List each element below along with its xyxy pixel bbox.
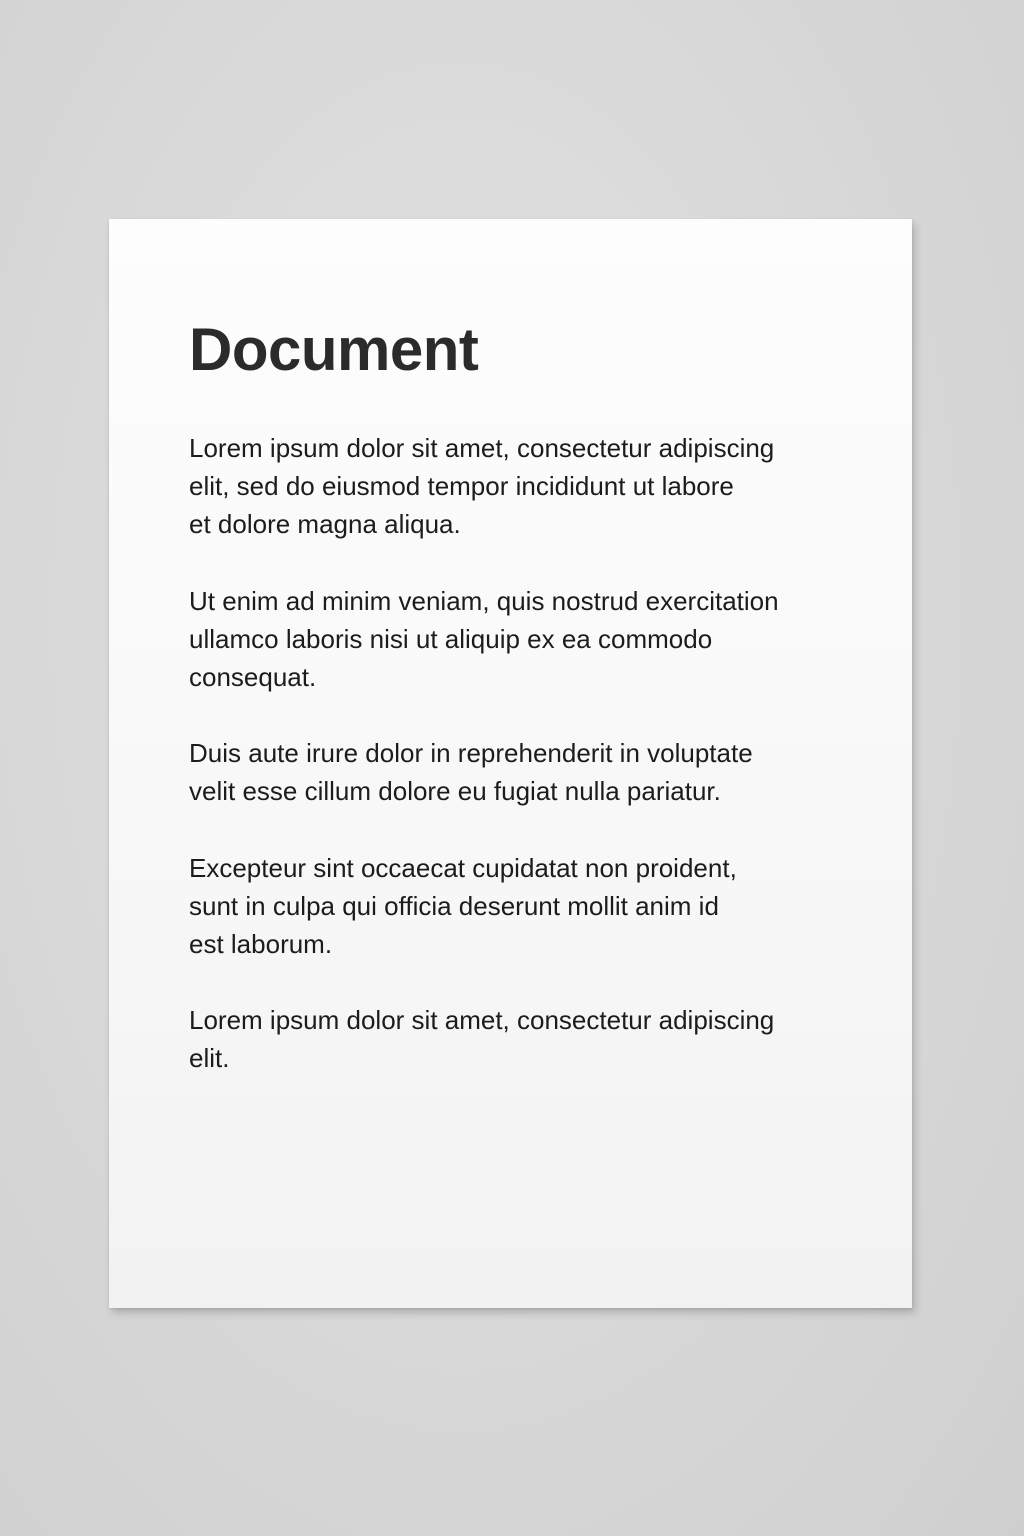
- text-line: ullamco laboris nisi ut aliquip ex ea commodo: [189, 623, 713, 654]
- text-line: Ut enim ad minim veniam, quis nostrud exercitation: [189, 585, 779, 616]
- text-line: et dolore magna aliqua.: [189, 509, 461, 540]
- document-title: Document: [189, 316, 479, 383]
- text-line: velit esse cillum dolore eu fugiat nulla pariatur.: [189, 776, 721, 807]
- paragraph-4: [189, 849, 839, 964]
- text-line: Excepteur sint occaecat cupidatat non proident,: [189, 852, 737, 883]
- text-line: elit.: [189, 1043, 230, 1074]
- paragraph-5: [189, 1001, 839, 1077]
- text-line: est laborum.: [189, 929, 333, 960]
- text-line: sunt in culpa qui officia deserunt mollit anim id: [189, 890, 719, 921]
- document-body: [189, 429, 839, 1116]
- paragraph-2: [189, 582, 839, 697]
- text-line: Lorem ipsum dolor sit amet, consectetur adipiscing: [189, 1005, 775, 1036]
- text-line: Lorem ipsum dolor sit amet, consectetur adipiscing: [189, 433, 775, 463]
- text-line: consequat.: [189, 662, 317, 693]
- text-line: Duis aute irure dolor in reprehenderit in voluptate: [189, 738, 753, 769]
- paragraph-1: [189, 429, 839, 544]
- paper-sheet: [109, 219, 912, 1308]
- paragraph-3: [189, 734, 839, 810]
- text-line: elit, sed do eiusmod tempor incididunt ut labore: [189, 471, 734, 502]
